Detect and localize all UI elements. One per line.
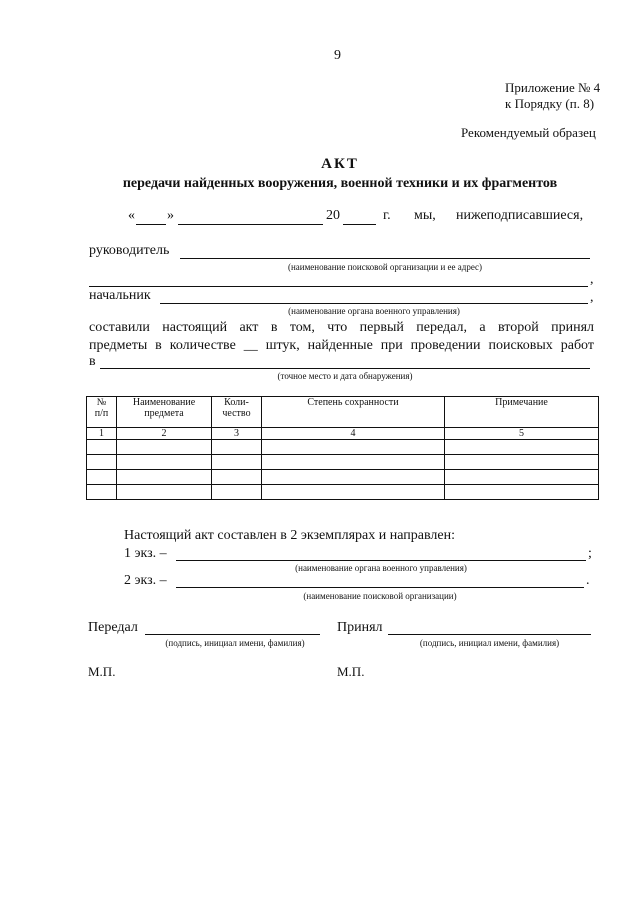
copy1-caption: (наименование органа военного управления) xyxy=(295,563,467,573)
leader-blank-2 xyxy=(89,286,588,287)
body-line-1: составили настоящий акт в том, что первый передал, а второй принял xyxy=(89,320,594,335)
copy1-blank xyxy=(176,560,586,561)
gave-caption: (подпись, инициал имени, фамилия) xyxy=(165,638,305,648)
table-row xyxy=(87,470,599,485)
table-cell[interactable] xyxy=(212,440,262,455)
year-suffix: г. xyxy=(383,208,391,223)
table-cell[interactable] xyxy=(262,485,445,500)
table-cell[interactable] xyxy=(87,440,117,455)
copies-intro: Настоящий акт составлен в 2 экземплярах и направлен: xyxy=(124,528,455,543)
table-cell[interactable] xyxy=(445,440,599,455)
chief-label: начальник xyxy=(89,288,151,303)
gave-label: Передал xyxy=(88,620,138,635)
chief-caption: (наименование органа военного управления) xyxy=(288,306,460,316)
table-cell[interactable] xyxy=(212,485,262,500)
document-title: АКТ xyxy=(321,156,359,172)
year-blank xyxy=(343,224,376,225)
table-cell[interactable] xyxy=(117,440,212,455)
table-cell[interactable] xyxy=(117,455,212,470)
table-cell[interactable] xyxy=(262,440,445,455)
place-caption: (точное место и дата обнаружения) xyxy=(277,371,413,381)
table-cell[interactable] xyxy=(117,485,212,500)
leader-comma: , xyxy=(590,272,594,287)
header-item-name: Наименование предмета xyxy=(117,397,212,428)
appendix-line-1: Приложение № 4 xyxy=(505,80,601,95)
col-number-2: 2 xyxy=(117,428,212,440)
seal-left: М.П. xyxy=(88,664,116,679)
copy1-end: ; xyxy=(588,546,592,561)
month-blank xyxy=(178,224,323,225)
header-quantity: Коли- чество xyxy=(212,397,262,428)
leader-blank xyxy=(180,258,590,259)
we-word: мы, xyxy=(414,208,436,223)
table-cell[interactable] xyxy=(87,470,117,485)
items-table xyxy=(86,396,599,500)
header-number: № п/п xyxy=(87,397,117,428)
table-header-row xyxy=(87,397,599,428)
table-cell[interactable] xyxy=(117,470,212,485)
in-label: в xyxy=(89,354,96,369)
header-condition: Степень сохранности xyxy=(262,397,445,428)
copy2-caption: (наименование поисковой организации) xyxy=(303,591,457,601)
table-number-row xyxy=(87,428,599,440)
place-blank xyxy=(100,368,590,369)
received-caption: (подпись, инициал имени, фамилия) xyxy=(419,638,560,648)
day-blank xyxy=(136,224,166,225)
table-row xyxy=(87,440,599,455)
document-subtitle: передачи найденных вооружения, военной техники и их фрагментов xyxy=(122,176,558,191)
copy2-blank xyxy=(176,587,584,588)
copy2-label: 2 экз. – xyxy=(124,573,167,588)
col-number-4: 4 xyxy=(262,428,445,440)
table-row xyxy=(87,455,599,470)
received-signature-blank xyxy=(388,634,591,635)
chief-blank xyxy=(160,303,588,304)
gave-signature-blank xyxy=(145,634,320,635)
header-note: Примечание xyxy=(445,397,599,428)
leader-label: руководитель xyxy=(89,243,170,258)
table-cell[interactable] xyxy=(262,455,445,470)
table-cell[interactable] xyxy=(87,485,117,500)
chief-comma: , xyxy=(590,290,594,305)
page-number: 9 xyxy=(334,48,341,63)
sample-note: Рекомендуемый образец xyxy=(461,125,596,140)
seal-right: М.П. xyxy=(337,664,365,679)
table-row xyxy=(87,485,599,500)
table-cell[interactable] xyxy=(445,485,599,500)
body-line-2: предметы в количестве __ штук, найденные при проведении поисковых работ xyxy=(89,338,594,353)
col-number-3: 3 xyxy=(212,428,262,440)
table-cell[interactable] xyxy=(262,470,445,485)
table-cell[interactable] xyxy=(212,455,262,470)
col-number-1: 1 xyxy=(87,428,117,440)
date-close-quote: » xyxy=(167,208,174,223)
appendix-line-2: к Порядку (п. 8) xyxy=(505,96,595,111)
table-cell[interactable] xyxy=(445,470,599,485)
received-label: Принял xyxy=(337,620,383,635)
col-number-5: 5 xyxy=(445,428,599,440)
copy2-end: . xyxy=(586,573,590,588)
undersigned-word: нижеподписавшиеся, xyxy=(456,208,584,223)
year-prefix: 20 xyxy=(326,208,340,223)
leader-caption: (наименование поисковой организации и ее адрес) xyxy=(287,262,483,272)
copy1-label: 1 экз. – xyxy=(124,546,167,561)
table-cell[interactable] xyxy=(212,470,262,485)
date-open-quote: « xyxy=(128,208,135,223)
table-cell[interactable] xyxy=(445,455,599,470)
table-cell[interactable] xyxy=(87,455,117,470)
